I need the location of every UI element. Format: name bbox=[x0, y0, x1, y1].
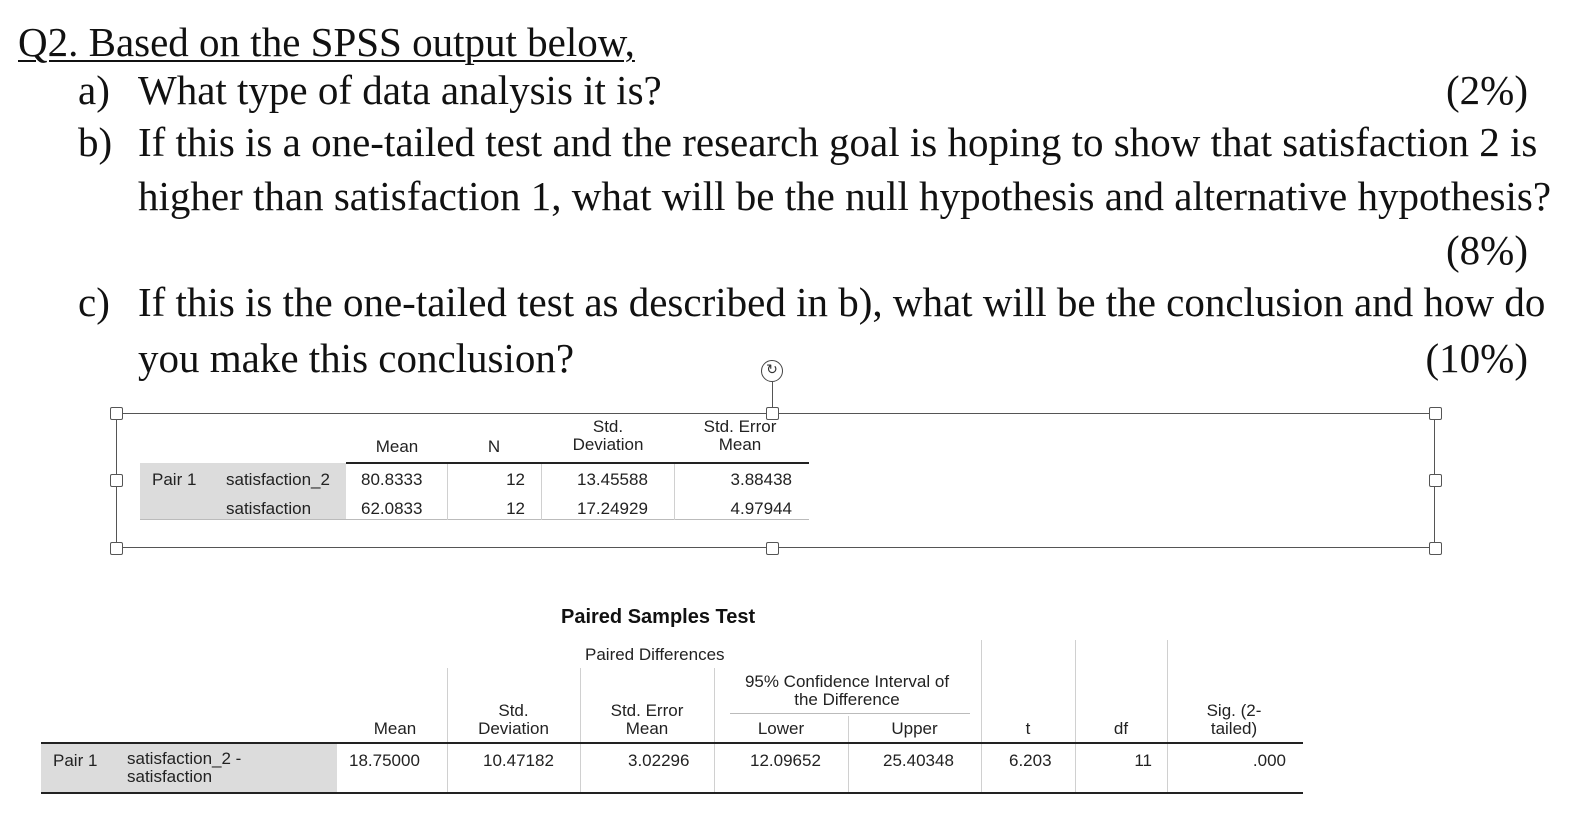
row-mean: 62.0833 bbox=[361, 499, 423, 518]
part-c-line2: you make this conclusion? bbox=[138, 335, 575, 381]
header-df: df bbox=[1113, 719, 1129, 738]
part-b-line1: If this is a one-tailed test and the research goal is hoping to show that satisfaction 2 is bbox=[138, 119, 1538, 165]
header-rule bbox=[41, 742, 1303, 744]
header-mean: Mean bbox=[373, 719, 417, 738]
header-lower: Lower bbox=[757, 719, 805, 738]
header-mean: Mean bbox=[375, 437, 419, 456]
resize-handle-bottom-right[interactable] bbox=[1429, 542, 1442, 555]
row-lower: 12.09652 bbox=[750, 751, 821, 770]
part-c-line1: If this is the one-tailed test as described in b), what will be the conclusion and how do bbox=[138, 279, 1546, 325]
part-b-letter: b) bbox=[78, 119, 113, 165]
row-df: 11 bbox=[1134, 751, 1152, 770]
row-std-deviation: 10.47182 bbox=[483, 751, 554, 770]
row-variable: satisfaction_2 - satisfaction bbox=[127, 749, 242, 786]
part-a-text: What type of data analysis it is? bbox=[138, 67, 662, 113]
part-c-marks: (10%) bbox=[1425, 335, 1528, 381]
header-std-deviation: Std. Deviation bbox=[572, 417, 644, 454]
ci-header: 95% Confidence Interval of the Difference bbox=[744, 672, 950, 709]
row-sig: .000 bbox=[1252, 751, 1286, 770]
resize-handle-top-right[interactable] bbox=[1429, 407, 1442, 420]
header-n: N bbox=[487, 437, 501, 456]
header-std-error: Std. Error Mean bbox=[703, 417, 777, 454]
resize-handle-bottom-left[interactable] bbox=[110, 542, 123, 555]
part-a-letter: a) bbox=[78, 67, 110, 113]
part-a-marks: (2%) bbox=[1446, 67, 1528, 113]
header-rule bbox=[346, 462, 809, 464]
pair-label: Pair 1 bbox=[53, 751, 98, 770]
row-std-deviation: 13.45588 bbox=[577, 470, 648, 489]
header-std-error: Std. Error Mean bbox=[610, 701, 684, 738]
part-c-letter: c) bbox=[78, 279, 110, 325]
row-std-error: 3.02296 bbox=[628, 751, 690, 770]
row-std-error: 4.97944 bbox=[730, 499, 792, 518]
question-heading: Q2. Based on the SPSS output below, bbox=[18, 19, 635, 65]
row-std-deviation: 17.24929 bbox=[577, 499, 648, 518]
part-b-marks: (8%) bbox=[1446, 227, 1528, 273]
rotate-icon[interactable]: ↻ bbox=[761, 360, 783, 382]
row-mean: 18.75000 bbox=[349, 751, 420, 770]
group-header: Paired Differences bbox=[585, 645, 725, 664]
rotate-handle-stem bbox=[772, 382, 773, 408]
part-b-line2: higher than satisfaction 1, what will be the null hypothesis and alternative hypothesis? bbox=[138, 173, 1552, 219]
header-upper: Upper bbox=[891, 719, 938, 738]
row-variable: satisfaction_2 bbox=[226, 470, 330, 489]
header-std-deviation: Std. Deviation bbox=[478, 701, 549, 738]
row-mean: 80.8333 bbox=[361, 470, 423, 489]
resize-handle-middle-left[interactable] bbox=[110, 474, 123, 487]
row-variable: satisfaction bbox=[226, 499, 312, 518]
row-n: 12 bbox=[506, 499, 525, 518]
pair-label: Pair 1 bbox=[152, 470, 197, 489]
table-title: Paired Samples Test bbox=[561, 606, 756, 628]
bottom-rule bbox=[41, 792, 1303, 794]
row-t: 6.203 bbox=[1009, 751, 1052, 770]
row-std-error: 3.88438 bbox=[730, 470, 792, 489]
row-n: 12 bbox=[506, 470, 525, 489]
row-upper: 25.40348 bbox=[883, 751, 954, 770]
resize-handle-middle-right[interactable] bbox=[1429, 474, 1442, 487]
resize-handle-top-left[interactable] bbox=[110, 407, 123, 420]
header-t: t bbox=[1025, 719, 1031, 738]
bottom-rule bbox=[140, 519, 809, 520]
resize-handle-bottom-middle[interactable] bbox=[766, 542, 779, 555]
header-sig: Sig. (2- tailed) bbox=[1206, 701, 1262, 738]
